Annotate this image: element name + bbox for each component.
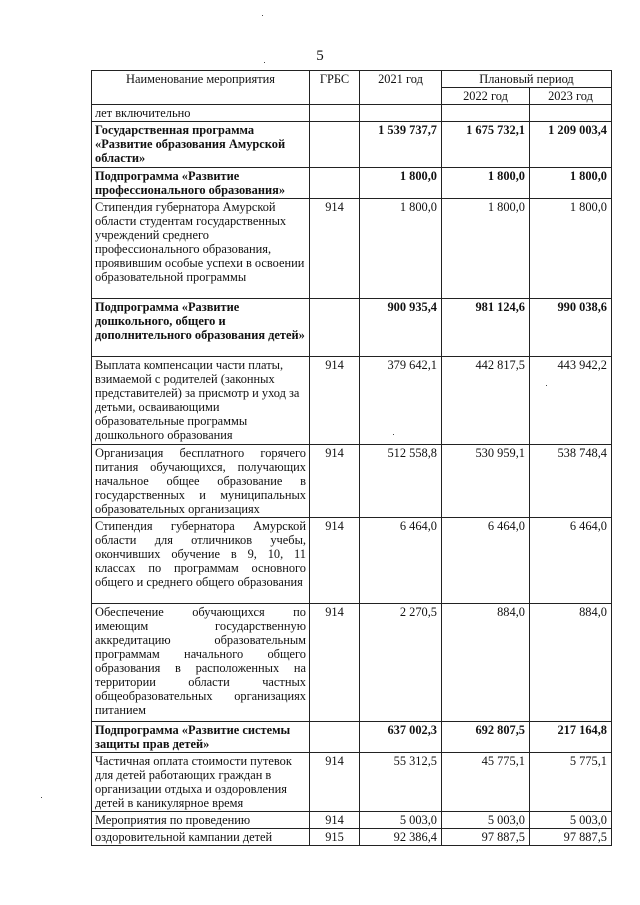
row-2022: 692 807,5 bbox=[442, 722, 530, 753]
row-grbs: 915 bbox=[310, 829, 360, 846]
row-2021: 637 002,3 bbox=[360, 722, 442, 753]
header-planned-period: Плановый период bbox=[442, 71, 612, 88]
row-2022: 45 775,1 bbox=[442, 753, 530, 812]
table-row bbox=[92, 105, 612, 122]
row-2023: 990 038,6 bbox=[530, 299, 612, 357]
row-grbs bbox=[310, 299, 360, 357]
row-name: Стипендия губернатора Амурской области студентам государственных учреждений среднего профессионального образования, проявившим особые успехи в освоении образовательной программы bbox=[92, 199, 310, 299]
row-2022: 97 887,5 bbox=[442, 829, 530, 846]
row-2021: 6 464,0 bbox=[360, 518, 442, 604]
row-2022: 5 003,0 bbox=[442, 812, 530, 829]
table-row bbox=[92, 829, 612, 846]
row-name: оздоровительной кампании детей bbox=[92, 829, 310, 846]
table-row bbox=[92, 518, 612, 604]
row-2021: 5 003,0 bbox=[360, 812, 442, 829]
row-grbs: 914 bbox=[310, 357, 360, 445]
table-row bbox=[92, 812, 612, 829]
row-2021: 900 935,4 bbox=[360, 299, 442, 357]
row-name: Выплата компенсации части платы, взимаемой с родителей (законных представителей) за присмотр и уход за детьми, осваивающими образовательные программы дошкольного образования bbox=[92, 357, 310, 445]
row-name: Стипендия губернатора Амурской области для отличников учебы, окончивших обучение в 9, 10, 11 классах по программам основного общего и среднего общего образования bbox=[92, 518, 310, 604]
row-2022: 1 800,0 bbox=[442, 199, 530, 299]
row-grbs bbox=[310, 122, 360, 168]
row-grbs: 914 bbox=[310, 199, 360, 299]
row-name: Организация бесплатного горячего питания обучающихся, получающих начальное общее образование в государственных и муниципальных образовательных организациях bbox=[92, 445, 310, 518]
header-2021: 2021 год bbox=[360, 71, 442, 105]
row-2023: 5 003,0 bbox=[530, 812, 612, 829]
page-number: 5 bbox=[316, 48, 324, 64]
row-name: Частичная оплата стоимости путевок для детей работающих граждан в организации отдыха и оздоровления детей в каникулярное время bbox=[92, 753, 310, 812]
header-grbs: ГРБС bbox=[310, 71, 360, 105]
row-grbs bbox=[310, 105, 360, 122]
row-grbs bbox=[310, 168, 360, 199]
table-row bbox=[92, 299, 612, 357]
row-2023: 5 775,1 bbox=[530, 753, 612, 812]
row-2021: 512 558,8 bbox=[360, 445, 442, 518]
table-row bbox=[92, 445, 612, 518]
row-2023: 217 164,8 bbox=[530, 722, 612, 753]
row-2022: 1 675 732,1 bbox=[442, 122, 530, 168]
table-row bbox=[92, 753, 612, 812]
row-2021 bbox=[360, 105, 442, 122]
row-2022 bbox=[442, 105, 530, 122]
row-2023 bbox=[530, 105, 612, 122]
row-grbs: 914 bbox=[310, 604, 360, 722]
row-2022: 6 464,0 bbox=[442, 518, 530, 604]
row-2023: 97 887,5 bbox=[530, 829, 612, 846]
row-name: Мероприятия по проведению bbox=[92, 812, 310, 829]
header-2023: 2023 год bbox=[530, 88, 612, 105]
scan-speck bbox=[262, 15, 263, 16]
row-grbs: 914 bbox=[310, 812, 360, 829]
row-2021: 1 800,0 bbox=[360, 168, 442, 199]
row-grbs: 914 bbox=[310, 518, 360, 604]
table-row bbox=[92, 604, 612, 722]
table-row bbox=[92, 168, 612, 199]
row-2023: 1 800,0 bbox=[530, 199, 612, 299]
table-row bbox=[92, 722, 612, 753]
row-2021: 2 270,5 bbox=[360, 604, 442, 722]
header-name: Наименование мероприятия bbox=[92, 71, 310, 105]
row-name: Государственная программа «Развитие образования Амурской области» bbox=[92, 122, 310, 168]
row-2023: 1 800,0 bbox=[530, 168, 612, 199]
row-name: Подпрограмма «Развитие системы защиты прав детей» bbox=[92, 722, 310, 753]
scan-speck bbox=[393, 434, 394, 435]
row-name: Обеспечение обучающихся по имеющим государственную аккредитацию образовательным программам начального общего образования в расположенных на территории области частных общеобразовательных организациях питанием bbox=[92, 604, 310, 722]
row-2023: 538 748,4 bbox=[530, 445, 612, 518]
header-2022: 2022 год bbox=[442, 88, 530, 105]
table-row bbox=[92, 199, 612, 299]
row-grbs bbox=[310, 722, 360, 753]
row-2022: 530 959,1 bbox=[442, 445, 530, 518]
row-2021: 1 539 737,7 bbox=[360, 122, 442, 168]
row-2023: 884,0 bbox=[530, 604, 612, 722]
row-2023: 1 209 003,4 bbox=[530, 122, 612, 168]
row-2021: 55 312,5 bbox=[360, 753, 442, 812]
row-grbs: 914 bbox=[310, 445, 360, 518]
row-name: Подпрограмма «Развитие профессионального образования» bbox=[92, 168, 310, 199]
scan-speck bbox=[546, 385, 547, 386]
row-2021: 92 386,4 bbox=[360, 829, 442, 846]
row-2022: 1 800,0 bbox=[442, 168, 530, 199]
table-row bbox=[92, 357, 612, 445]
row-2021: 379 642,1 bbox=[360, 357, 442, 445]
row-2022: 884,0 bbox=[442, 604, 530, 722]
row-2023: 6 464,0 bbox=[530, 518, 612, 604]
row-2023: 443 942,2 bbox=[530, 357, 612, 445]
scan-speck bbox=[264, 62, 265, 63]
table-row bbox=[92, 122, 612, 168]
row-grbs: 914 bbox=[310, 753, 360, 812]
budget-table bbox=[91, 70, 612, 846]
row-2022: 442 817,5 bbox=[442, 357, 530, 445]
row-2021: 1 800,0 bbox=[360, 199, 442, 299]
scan-speck bbox=[41, 797, 42, 798]
row-name: Подпрограмма «Развитие дошкольного, общего и дополнительного образования детей» bbox=[92, 299, 310, 357]
row-2022: 981 124,6 bbox=[442, 299, 530, 357]
row-name: лет включительно bbox=[92, 105, 310, 122]
